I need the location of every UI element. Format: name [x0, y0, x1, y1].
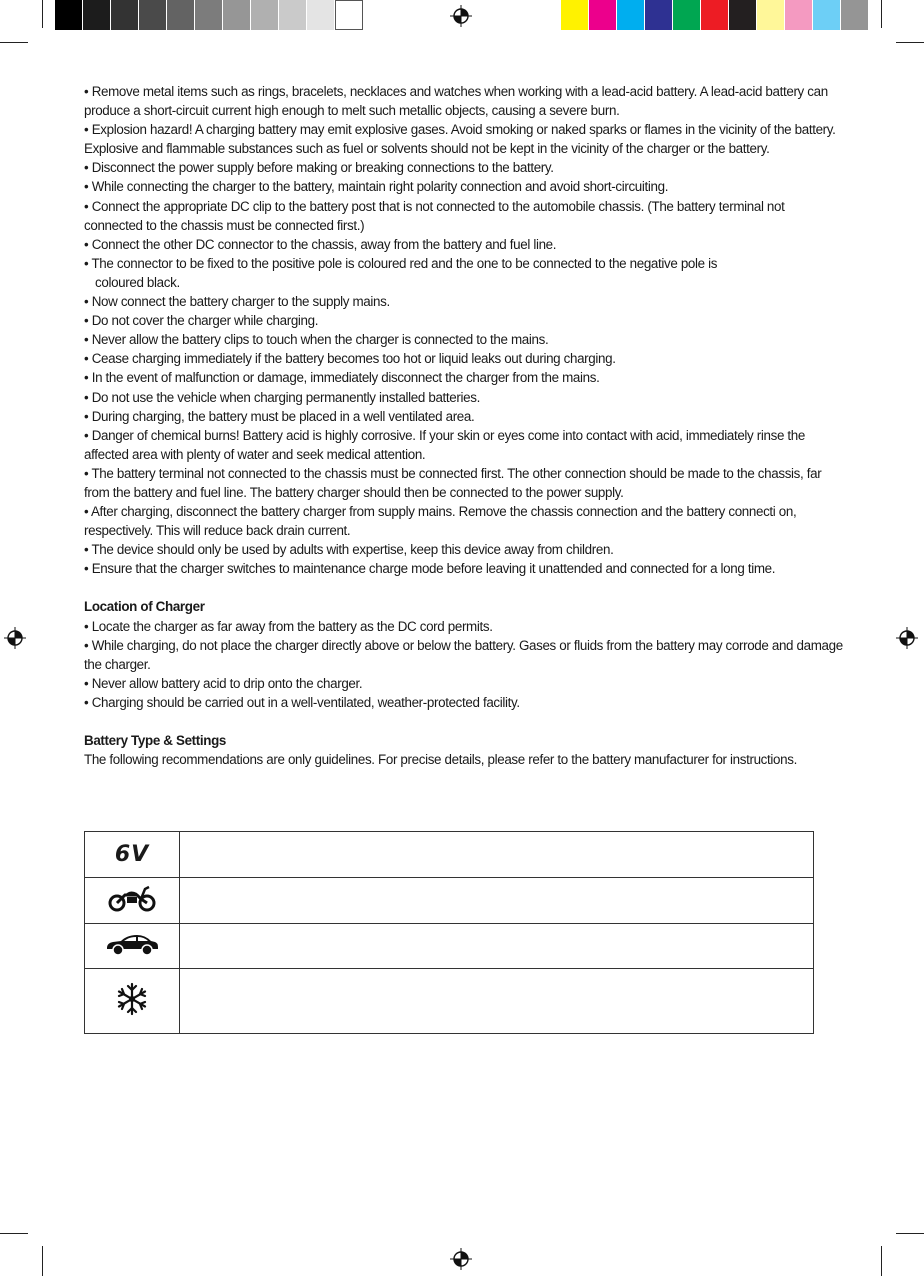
- table-icon-cell: [85, 969, 180, 1034]
- table-icon-cell: [85, 878, 180, 924]
- section-heading: Battery Type & Settings: [84, 733, 227, 748]
- crop-mark: [881, 1246, 882, 1276]
- color-swatch: [813, 0, 841, 30]
- list-item: • Ensure that the charger switches to maintenance charge mode before leaving it unattended and connected for a long time.: [84, 561, 776, 577]
- color-calibration-bar: [561, 0, 869, 30]
- color-swatch: [83, 0, 111, 30]
- color-swatch: [617, 0, 645, 30]
- list-item: • Remove metal items such as rings, bracelets, necklaces and watches when working with a lead-acid battery. A lead-acid battery can produce a short-circuit current high enough to melt such metallic objects, causing a severe burn.: [84, 84, 828, 119]
- table-description-cell: [180, 878, 814, 924]
- list-item: • The connector to be fixed to the positive pole is coloured red and the one to be connected to the negative pole is: [84, 255, 718, 271]
- list-item: • Disconnect the power supply before making or breaking connections to the battery.: [84, 160, 554, 176]
- list-item-continuation: coloured black.: [95, 274, 180, 290]
- crop-mark: [881, 0, 882, 28]
- list-item: • After charging, disconnect the battery charger from supply mains. Remove the chassis connection and the battery connecti on, respectively. This will reduce back drain current.: [84, 504, 797, 539]
- registration-mark-icon: [896, 627, 918, 649]
- list-item: • Danger of chemical burns! Battery acid is highly corrosive. If your skin or eyes come into contact with acid, immediately rinse the affected area with plenty of water and seek medical attention.: [84, 427, 805, 462]
- color-swatch: [139, 0, 167, 30]
- table-row: [85, 832, 814, 878]
- color-swatch: [701, 0, 729, 30]
- document-body: [84, 82, 844, 769]
- snowflake-icon: [115, 982, 149, 1016]
- color-swatch: [841, 0, 869, 30]
- list-item: • Locate the charger as far away from the battery as the DC cord permits.: [84, 618, 493, 634]
- color-swatch: [279, 0, 307, 30]
- registration-mark-icon: [4, 627, 26, 649]
- color-swatch: [167, 0, 195, 30]
- battery-settings-table: [84, 831, 814, 1034]
- list-item: • In the event of malfunction or damage, immediately disconnect the charger from the mains.: [84, 370, 600, 386]
- car-icon: [105, 931, 159, 957]
- list-item: • Connect the other DC connector to the chassis, away from the battery and fuel line.: [84, 236, 557, 252]
- list-item: • Connect the appropriate DC clip to the battery post that is not connected to the automobile chassis. (The battery terminal not connected to the chassis must be connected first.): [84, 198, 785, 233]
- list-item: • Never allow battery acid to drip onto the charger.: [84, 675, 363, 691]
- color-swatch: [223, 0, 251, 30]
- list-item: • Never allow the battery clips to touch when the charger is connected to the mains.: [84, 332, 549, 348]
- section-intro: The following recommendations are only guidelines. For precise details, please refer to the battery manufacturer for instructions.: [84, 752, 797, 768]
- list-item: • Explosion hazard! A charging battery may emit explosive gases. Avoid smoking or naked sparks or flames in the vicinity of the battery. Explosive and flammable substances such as fuel or solvents should not be kept in the vicinity of the charger or the battery.: [84, 122, 836, 157]
- safety-list: [84, 82, 844, 578]
- list-item: • During charging, the battery must be placed in a well ventilated area.: [84, 408, 475, 424]
- registration-mark-icon: [450, 5, 472, 27]
- table-row: [85, 969, 814, 1034]
- table-description-cell: [180, 969, 814, 1034]
- color-swatch: [55, 0, 83, 30]
- color-swatch: [251, 0, 279, 30]
- registration-mark-icon: [450, 1248, 472, 1270]
- crop-mark: [0, 1233, 28, 1234]
- color-swatch: [335, 0, 363, 30]
- list-item: • While charging, do not place the charger directly above or below the battery. Gases or fluids from the battery may corrode and damage the charger.: [84, 637, 843, 672]
- color-swatch: [195, 0, 223, 30]
- crop-mark: [896, 42, 924, 43]
- crop-mark: [0, 42, 28, 43]
- table-row: [85, 878, 814, 924]
- color-swatch: [785, 0, 813, 30]
- list-item: • Do not cover the charger while charging.: [84, 313, 319, 329]
- color-swatch: [729, 0, 757, 30]
- color-swatch: [645, 0, 673, 30]
- 6v-icon: 6V: [114, 842, 150, 867]
- section-heading: Location of Charger: [84, 599, 205, 615]
- color-swatch: [673, 0, 701, 30]
- color-swatch: [111, 0, 139, 30]
- grayscale-calibration-bar: [55, 0, 363, 30]
- table-icon-cell: [85, 832, 180, 878]
- list-item: • Now connect the battery charger to the supply mains.: [84, 294, 390, 310]
- crop-mark: [42, 0, 43, 28]
- crop-mark: [42, 1246, 43, 1276]
- battery-section: [84, 731, 844, 769]
- list-item: • While connecting the charger to the battery, maintain right polarity connection and avoid short-circuiting.: [84, 179, 669, 195]
- list-item: • The battery terminal not connected to the chassis must be connected first. The other connection should be made to the chassis, far from the battery and fuel line. The battery charger should then be connected to the power supply.: [84, 465, 822, 500]
- color-swatch: [757, 0, 785, 30]
- table-description-cell: [180, 832, 814, 878]
- color-swatch: [561, 0, 589, 30]
- table-icon-cell: [85, 924, 180, 969]
- table-description-cell: [180, 924, 814, 969]
- list-item: • Charging should be carried out in a well-ventilated, weather-protected facility.: [84, 694, 520, 710]
- list-item: • The device should only be used by adults with expertise, keep this device away from children.: [84, 542, 614, 558]
- table-row: [85, 924, 814, 969]
- list-item: • Do not use the vehicle when charging permanently installed batteries.: [84, 389, 480, 405]
- list-item: • Cease charging immediately if the battery becomes too hot or liquid leaks out during charging.: [84, 351, 616, 367]
- crop-mark: [896, 1233, 924, 1234]
- motorcycle-icon: [107, 883, 157, 913]
- color-swatch: [307, 0, 335, 30]
- location-section: [84, 597, 844, 712]
- color-swatch: [589, 0, 617, 30]
